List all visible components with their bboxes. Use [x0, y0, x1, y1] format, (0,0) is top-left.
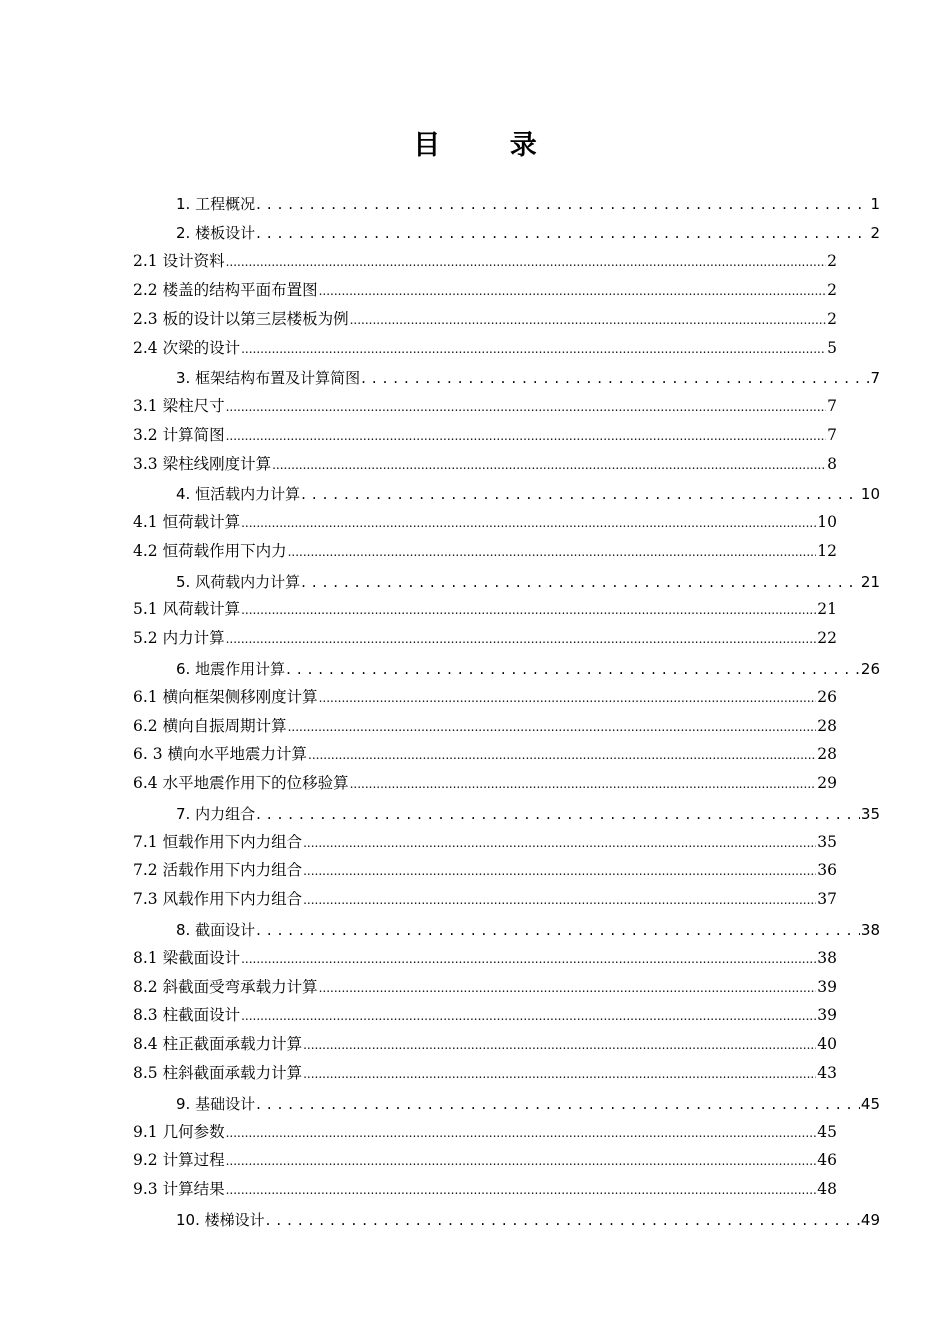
- toc-entry-label: 6. 地震作用计算: [176, 659, 286, 678]
- toc-page-number: 7: [827, 397, 837, 416]
- toc-section-entry[interactable]: [133, 889, 837, 910]
- dot-leader: [256, 804, 860, 824]
- toc-entry-label: 1. 工程概况: [176, 195, 256, 213]
- toc-entry-label: 8.4 柱正截面承载力计算: [133, 1035, 303, 1054]
- toc-page-number: 10: [817, 513, 837, 532]
- toc-entry-label: 2.4 次梁的设计: [133, 338, 241, 357]
- toc-page-number: 39: [817, 977, 837, 996]
- toc-section-entry[interactable]: [133, 396, 837, 417]
- toc-section-entry[interactable]: [133, 832, 837, 853]
- dot-leader: [303, 832, 816, 853]
- toc-entry-label: 2.2 楼盖的结构平面布置图: [133, 281, 318, 300]
- toc-entry-label: 6.2 横向自振周期计算: [133, 716, 287, 735]
- dot-leader: [286, 659, 860, 679]
- toc-section-entry[interactable]: [133, 1063, 837, 1084]
- dot-leader: [256, 1094, 860, 1114]
- toc-section-entry[interactable]: [133, 541, 837, 562]
- toc-page-number: 2: [827, 281, 837, 300]
- dot-leader: [241, 948, 816, 969]
- toc-entry-label: 3.2 计算简图: [133, 426, 225, 445]
- dot-leader: [226, 1150, 817, 1171]
- toc-page-number: 39: [817, 1006, 837, 1025]
- toc-page-number: 21: [817, 600, 837, 619]
- toc-section-entry[interactable]: [133, 1034, 837, 1055]
- toc-page-number: 26: [817, 687, 837, 706]
- toc-entry-label: 8. 截面设计: [176, 920, 256, 939]
- dot-leader: [303, 860, 816, 881]
- dot-leader: [226, 396, 827, 417]
- toc-entry-label: 3.1 梁柱尺寸: [133, 397, 225, 416]
- toc-page-number: 26: [860, 659, 880, 678]
- toc-entry-label: 10. 楼梯设计: [176, 1210, 265, 1229]
- toc-chapter-entry[interactable]: [133, 804, 880, 824]
- toc-section-entry[interactable]: [133, 977, 837, 998]
- dot-leader: [308, 744, 816, 765]
- toc-section-entry[interactable]: [133, 1150, 837, 1171]
- toc-entry-label: 6. 3 横向水平地震力计算: [133, 745, 308, 764]
- dot-leader: [226, 1179, 817, 1200]
- toc-page-number: 48: [817, 1180, 837, 1199]
- toc-entry-label: 8.2 斜截面受弯承载力计算: [133, 977, 318, 996]
- toc-section-entry[interactable]: [133, 687, 837, 708]
- toc-entry-label: 9.1 几何参数: [133, 1122, 225, 1141]
- toc-entry-label: 9. 基础设计: [176, 1094, 256, 1113]
- toc-page-number: 22: [817, 629, 837, 648]
- dot-leader: [303, 1034, 816, 1055]
- toc-chapter-entry[interactable]: [133, 223, 880, 243]
- toc-entry-label: 2.3 板的设计以第三层楼板为例: [133, 310, 349, 329]
- dot-leader: [319, 280, 827, 301]
- toc-page-number: 8: [827, 455, 837, 474]
- toc-section-entry[interactable]: [133, 425, 837, 446]
- dot-leader: [256, 223, 869, 243]
- page-title: 目 录: [413, 130, 567, 161]
- toc-section-entry[interactable]: [133, 280, 837, 301]
- toc-entry-label: 5.1 风荷载计算: [133, 600, 241, 619]
- dot-leader: [319, 687, 817, 708]
- dot-leader: [241, 599, 816, 620]
- toc-section-entry[interactable]: [133, 744, 837, 765]
- toc-section-entry[interactable]: [133, 338, 837, 359]
- toc-entry-label: 2.1 设计资料: [133, 252, 225, 271]
- toc-entry-label: 7. 内力组合: [176, 804, 256, 823]
- toc-page-number: 35: [817, 832, 837, 851]
- dot-leader: [241, 512, 816, 533]
- toc-page-number: 28: [817, 745, 837, 764]
- toc-entry-label: 9.2 计算过程: [133, 1151, 225, 1170]
- toc-entry-label: 5. 风荷载内力计算: [176, 572, 301, 591]
- toc-page-number: 49: [860, 1210, 880, 1229]
- toc-chapter-entry[interactable]: [133, 659, 880, 679]
- toc-section-entry[interactable]: [133, 1122, 837, 1143]
- toc-page-number: 40: [817, 1035, 837, 1054]
- toc-page-number: 1: [870, 195, 880, 213]
- toc-page-number: 46: [817, 1151, 837, 1170]
- toc-section-entry[interactable]: [133, 512, 837, 533]
- dot-leader: [361, 368, 869, 388]
- toc-section-entry[interactable]: [133, 454, 837, 475]
- toc-page-number: 2: [827, 310, 837, 329]
- dot-leader: [226, 628, 817, 649]
- toc-entry-label: 9.3 计算结果: [133, 1180, 225, 1199]
- toc-page-number: 38: [817, 948, 837, 967]
- dot-leader: [256, 194, 869, 214]
- dot-leader: [226, 251, 827, 272]
- toc-page-number: 45: [817, 1122, 837, 1141]
- toc-entry-label: 4.2 恒荷载作用下内力: [133, 542, 287, 561]
- dot-leader: [272, 454, 826, 475]
- toc-chapter-entry[interactable]: [133, 1094, 880, 1114]
- toc-chapter-entry[interactable]: [133, 1210, 880, 1230]
- toc-entry-label: 4.1 恒荷载计算: [133, 513, 241, 532]
- toc-entry-label: 7.2 活载作用下内力组合: [133, 861, 303, 880]
- toc-chapter-entry[interactable]: [133, 572, 880, 592]
- dot-leader: [319, 977, 817, 998]
- toc-entry-label: 3.3 梁柱线刚度计算: [133, 455, 272, 474]
- toc-chapter-entry[interactable]: [133, 194, 880, 214]
- toc-page-number: 29: [817, 774, 837, 793]
- toc-page-number: 10: [860, 485, 880, 504]
- toc-page-number: 37: [817, 890, 837, 909]
- toc-section-entry[interactable]: [133, 716, 837, 737]
- toc-section-entry[interactable]: [133, 251, 837, 272]
- toc-section-entry[interactable]: [133, 948, 837, 969]
- dot-leader: [301, 572, 860, 592]
- table-of-contents: [133, 194, 880, 1230]
- toc-entry-label: 5.2 内力计算: [133, 629, 225, 648]
- dot-leader: [256, 920, 860, 940]
- dot-leader: [350, 309, 827, 330]
- toc-entry-label: 4. 恒活载内力计算: [176, 485, 301, 504]
- dot-leader: [266, 1210, 860, 1230]
- dot-leader: [350, 773, 817, 794]
- toc-section-entry[interactable]: [133, 1179, 837, 1200]
- toc-entry-label: 7.1 恒载作用下内力组合: [133, 832, 303, 851]
- toc-entry-label: 2. 楼板设计: [176, 224, 256, 243]
- toc-chapter-entry[interactable]: [133, 920, 880, 940]
- dot-leader: [226, 1122, 817, 1143]
- toc-entry-label: 6.4 水平地震作用下的位移验算: [133, 774, 349, 793]
- toc-page-number: 7: [870, 369, 880, 388]
- toc-page-number: 7: [827, 426, 837, 445]
- toc-page-number: 36: [817, 861, 837, 880]
- dot-leader: [301, 484, 860, 504]
- toc-page-number: 38: [860, 920, 880, 939]
- toc-page-number: 2: [827, 252, 837, 271]
- toc-page-number: 2: [870, 224, 880, 243]
- toc-page-number: 5: [827, 338, 837, 357]
- toc-chapter-entry[interactable]: [133, 484, 880, 504]
- dot-leader: [226, 425, 827, 446]
- dot-leader: [288, 716, 817, 737]
- toc-page-number: 12: [817, 542, 837, 561]
- toc-entry-label: 3. 框架结构布置及计算简图: [176, 369, 361, 388]
- toc-section-entry[interactable]: [133, 773, 837, 794]
- toc-page-number: 28: [817, 716, 837, 735]
- dot-leader: [241, 1005, 816, 1026]
- toc-entry-label: 8.1 梁截面设计: [133, 948, 241, 967]
- dot-leader: [288, 541, 817, 562]
- toc-page-number: 45: [860, 1094, 880, 1113]
- toc-section-entry[interactable]: [133, 599, 837, 620]
- toc-section-entry[interactable]: [133, 628, 837, 649]
- toc-entry-label: 8.5 柱斜截面承载力计算: [133, 1064, 303, 1083]
- toc-page-number: 35: [860, 804, 880, 823]
- dot-leader: [303, 1063, 816, 1084]
- toc-section-entry[interactable]: [133, 1005, 837, 1026]
- dot-leader: [303, 889, 816, 910]
- toc-page-number: 21: [860, 572, 880, 591]
- toc-section-entry[interactable]: [133, 860, 837, 881]
- toc-page-number: 43: [817, 1064, 837, 1083]
- toc-chapter-entry[interactable]: [133, 368, 880, 388]
- toc-section-entry[interactable]: [133, 309, 837, 330]
- dot-leader: [241, 338, 826, 359]
- toc-entry-label: 8.3 柱截面设计: [133, 1006, 241, 1025]
- toc-entry-label: 6.1 横向框架侧移刚度计算: [133, 687, 318, 706]
- toc-entry-label: 7.3 风载作用下内力组合: [133, 890, 303, 909]
